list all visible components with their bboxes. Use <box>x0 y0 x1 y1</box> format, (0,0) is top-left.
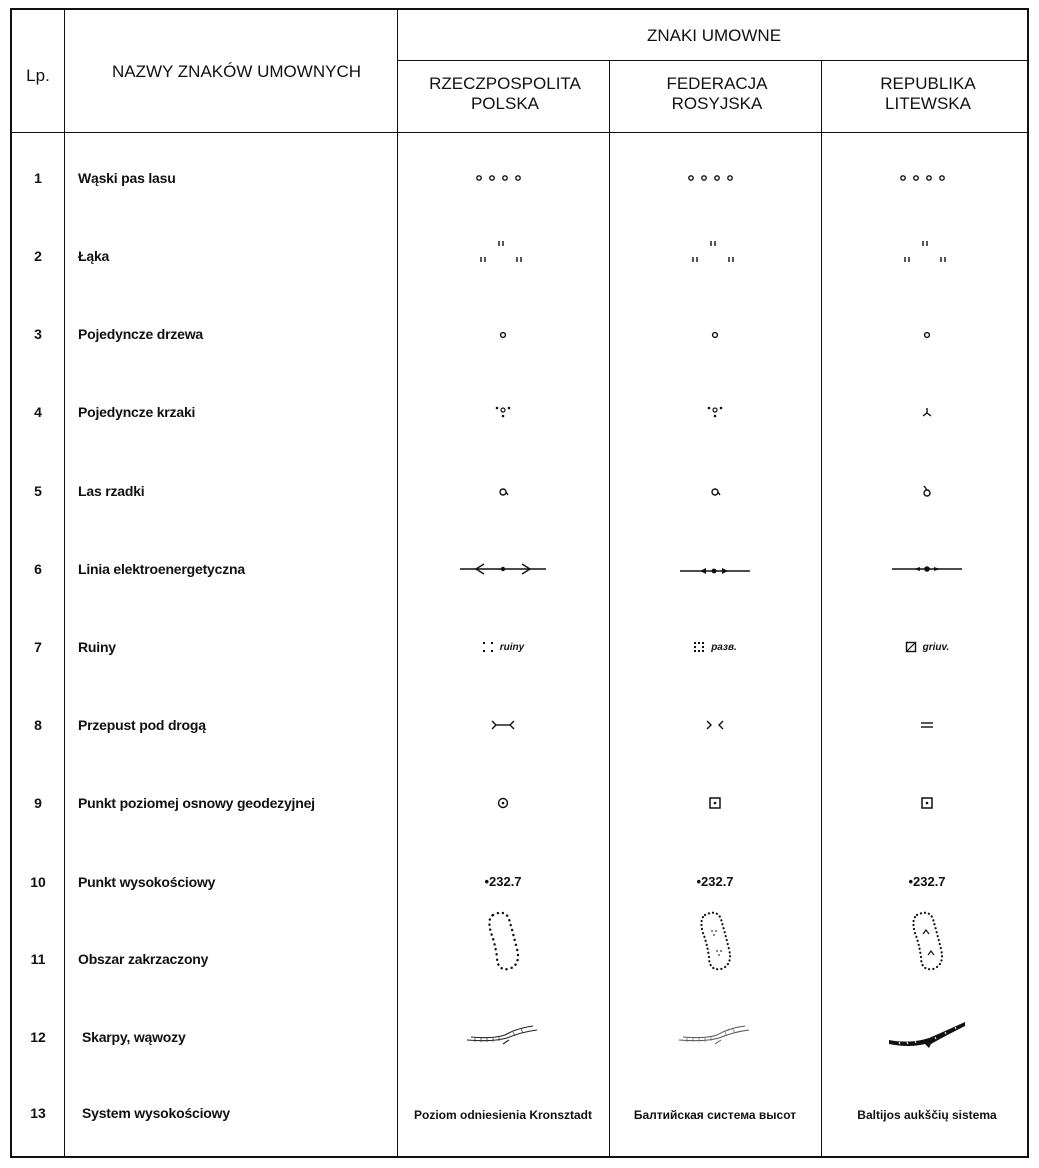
row-number: 13 <box>30 1105 46 1121</box>
four-circles-icon <box>822 143 1032 213</box>
ruins-label: griuv. <box>922 641 950 653</box>
single-tree-circle-icon <box>398 300 608 370</box>
ruins-label: ruiny <box>499 641 525 653</box>
ruins-icon <box>398 612 608 682</box>
row-number: 2 <box>34 248 42 264</box>
escarpment-icon <box>398 998 608 1068</box>
row-name: Pojedyncze krzaki <box>78 404 196 420</box>
single-tree-circle-icon <box>610 300 820 370</box>
four-circles-icon <box>398 143 608 213</box>
height-system-label <box>398 1080 608 1150</box>
header-col-lithuania: REPUBLIKA LITEWSKA <box>880 74 976 113</box>
spot-height-dot: • <box>908 873 913 889</box>
height-system-label <box>610 1080 820 1150</box>
power-line-icon <box>398 534 608 604</box>
geodetic-point-icon <box>610 768 820 838</box>
conventional-signs-table <box>10 8 1029 1158</box>
row-number: 1 <box>34 170 42 186</box>
row-name: Linia elektroenergetyczna <box>78 561 245 577</box>
sparse-forest-icon <box>398 456 608 526</box>
shrub-area-icon <box>822 906 1032 976</box>
row-name: Las rzadki <box>78 483 145 499</box>
spot-height-dot: • <box>696 873 701 889</box>
row-name: Ruiny <box>78 639 116 655</box>
row-name: Przepust pod drogą <box>78 717 206 733</box>
height-system-text: Балтийская система высот <box>633 1108 797 1122</box>
power-line-icon <box>610 536 820 606</box>
culvert-icon <box>822 690 1032 760</box>
row-name: System wysokościowy <box>82 1105 230 1121</box>
height-system-label <box>822 1080 1032 1150</box>
shrub-area-icon <box>610 906 820 976</box>
culvert-icon <box>610 690 820 760</box>
bush-dots-icon <box>398 377 608 447</box>
spot-height-dot: • <box>484 873 489 889</box>
row-name: Skarpy, wąwozy <box>82 1029 186 1045</box>
single-tree-circle-icon <box>822 300 1032 370</box>
spot-height-value: 232.7 <box>489 873 522 889</box>
spot-height-value: 232.7 <box>913 873 946 889</box>
height-system-text: Baltijos aukščių sistema <box>857 1108 997 1122</box>
row-number: 10 <box>30 874 46 890</box>
row-number: 8 <box>34 717 42 733</box>
row-number: 9 <box>34 795 42 811</box>
row-number: 5 <box>34 483 42 499</box>
ruins-label: разв. <box>711 641 737 653</box>
row-name: Łąka <box>78 248 110 264</box>
ruins-icon <box>610 612 820 682</box>
four-circles-icon <box>610 143 820 213</box>
column-divider <box>64 10 65 1156</box>
row-number: 7 <box>34 639 42 655</box>
meadow-ticks-icon <box>610 218 820 288</box>
shrub-area-icon <box>398 906 608 976</box>
height-system-text: Poziom odniesienia Kronsztadt <box>413 1108 593 1122</box>
header-lp: Lp. <box>26 66 50 85</box>
header-col-poland: RZECZPOSPOLITA POLSKA <box>429 74 581 113</box>
row-number: 4 <box>34 404 42 420</box>
ruins-icon <box>822 612 1032 682</box>
header-signs: ZNAKI UMOWNE <box>646 26 782 45</box>
bush-dots-icon <box>610 377 820 447</box>
row-name: Pojedyncze drzewa <box>78 326 203 342</box>
row-number: 6 <box>34 561 42 577</box>
escarpment-icon <box>610 998 820 1068</box>
power-line-icon <box>822 534 1032 604</box>
sparse-forest-icon <box>610 456 820 526</box>
row-divider <box>12 132 1027 133</box>
row-number: 11 <box>30 951 46 967</box>
row-name: Obszar zakrzaczony <box>78 951 209 967</box>
sparse-forest-lithuania-icon <box>822 456 1032 526</box>
row-number: 3 <box>34 326 42 342</box>
geodetic-point-icon <box>398 768 608 838</box>
row-name: Punkt poziomej osnowy geodezyjnej <box>78 795 315 811</box>
meadow-ticks-icon <box>822 218 1032 288</box>
spot-height-value: 232.7 <box>701 873 734 889</box>
row-name: Wąski pas lasu <box>78 170 176 186</box>
header-names: NAZWY ZNAKÓW UMOWNYCH <box>111 62 361 81</box>
culvert-icon <box>398 690 608 760</box>
row-name: Punkt wysokościowy <box>78 874 216 890</box>
geodetic-point-icon <box>822 768 1032 838</box>
row-divider <box>397 60 1027 61</box>
meadow-ticks-icon <box>398 218 608 288</box>
header-col-russia: FEDERACJA ROSYJSKA <box>666 74 768 113</box>
row-number: 12 <box>30 1029 46 1045</box>
escarpment-icon <box>822 998 1032 1068</box>
bush-lithuania-icon <box>822 377 1032 447</box>
